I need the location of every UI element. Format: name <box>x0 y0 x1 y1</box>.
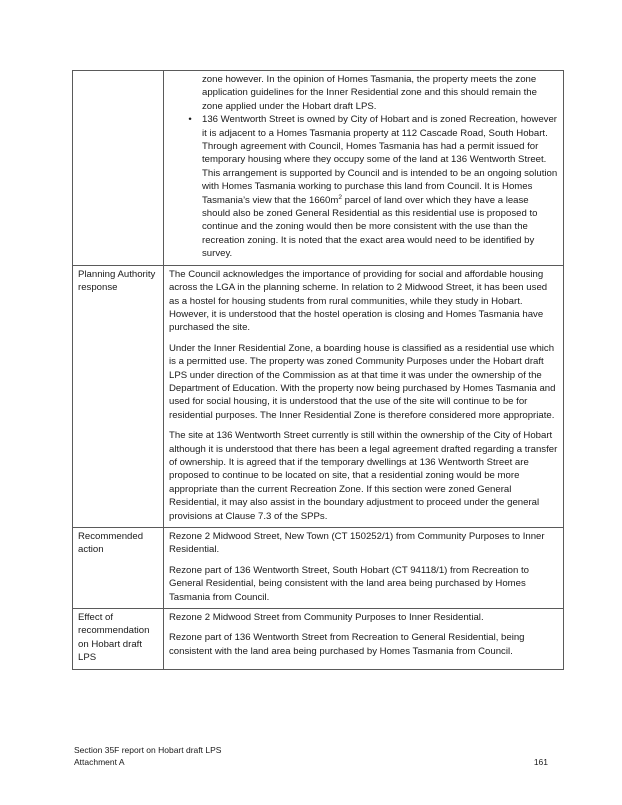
planning-paragraph-3: The site at 136 Wentworth Street currently is still within the ownership of the City of Hobart although it is understood that there has been a legal agreement drafted regarding a transfer of ownership. It is agreed that if the temporary dwellings at 136 Wentworth Street are proposed to continue to be located on site, that a residential zoning would be more appropriate than the current Recreation Zone. If this section were zoned General Residential, it may also assist in the boundary adjustment to proceed under the general provisions at Clause 7.3 of the SPPs. <box>169 430 558 522</box>
effect-paragraph-2: Rezone part of 136 Wentworth Street from Recreation to General Residential, being consistent with the land area being purchased by Homes Tasmania from Council. <box>169 632 525 657</box>
table-row-planning-response <box>73 265 564 527</box>
continued-paragraph: zone however. In the opinion of Homes Tasmania, the property meets the zone application guidelines for the Inner Residential zone and this should remain the zone applied under the Hobart draft LPS. <box>202 74 537 112</box>
table-row-recommended-action <box>73 528 564 609</box>
bullet-icon: • <box>188 114 192 126</box>
planning-paragraph-1: The Council acknowledges the importance of providing for social and affordable housing across the LGA in the planning scheme. In relation to 2 Midwood Street, it has been used as a hostel for housing students from rural communities, while they study in Hobart. However, it is understood that the hostel operation is closing and Homes Tasmania have purchased the site. <box>169 268 548 334</box>
planning-authority-label: Planning Authority response <box>73 265 164 527</box>
table-row-continued <box>73 71 564 266</box>
effect-label: Effect of recommendation on Hobart draft LPS <box>73 609 164 670</box>
planning-paragraph-2: Under the Inner Residential Zone, a boarding house is classified as a residential use which is a permitted use. The property was zoned Community Purposes under the Hobart draft LPS under direction of the Commission as at that time it was under the ownership of the Department of Education. With the property now being purchased by Homes Tasmania and used for social housing, it is understood that the use of the site will continue to be for residential purposes. The Inner Residential Zone is therefore considered more appropriate. <box>169 342 556 421</box>
superscript-2: 2 <box>338 193 342 201</box>
page-number: 161 <box>533 756 548 767</box>
recommended-paragraph-1: Rezone 2 Midwood Street, New Town (CT 150252/1) from Community Purposes to Inner Residential. <box>169 531 545 556</box>
page-footer <box>74 745 548 768</box>
footer-report-title: Section 35F report on Hobart draft LPS <box>74 745 222 755</box>
bullet-text-part-1: 136 Wentworth Street is owned by City of Hobart and is zoned Recreation, however it is adjacent to a Homes Tasmania property at 112 Cascade Road, South Hobart. Through agreement with Council, Homes Tasmania has had a permit issued for temporary housing where they occupy some of the land at 136 Wentworth Street. This arrangement is supported by Council and is intended to be an ongoing solution with Homes Tasmania working to purchase this land from Council. It is Homes Tasmania’s view that the 1660m <box>202 114 558 206</box>
effect-paragraph-1: Rezone 2 Midwood Street from Community Purposes to Inner Residential. <box>169 612 484 624</box>
continued-body-cell <box>164 71 564 266</box>
table-row-effect <box>73 609 564 670</box>
bullet-item-wentworth <box>188 113 558 260</box>
recommended-action-body <box>164 528 564 609</box>
footer-attachment: Attachment A <box>74 756 125 767</box>
recommended-action-label: Recommended action <box>73 528 164 609</box>
bullet-text-part-2: parcel of land over which they have a lease should also be zoned General Residential as this residential use is proposed to continue and the zoning would then be more consistent with the use than the recreation zoning. It is noted that the exact area would need to be identified by survey. <box>202 194 538 260</box>
recommended-paragraph-2: Rezone part of 136 Wentworth Street, South Hobart (CT 94118/1) from Recreation to General Residential, being consistent with the land area being purchased by Homes Tasmania from Council. <box>169 564 529 603</box>
planning-authority-body <box>164 265 564 527</box>
empty-label-cell <box>73 71 164 266</box>
submission-table <box>72 70 564 670</box>
effect-body <box>164 609 564 670</box>
